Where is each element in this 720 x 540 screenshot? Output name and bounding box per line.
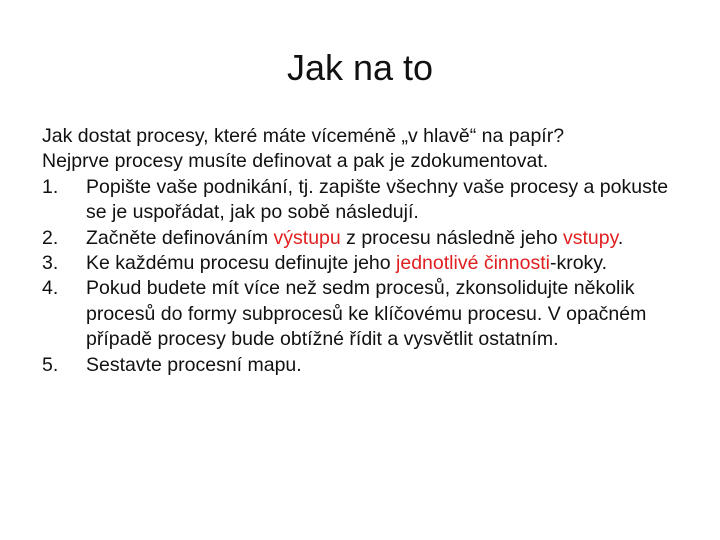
list-text — [86, 226, 682, 251]
slide-title: Jak na to — [286, 47, 434, 88]
list-text: Sestavte procesní mapu. — [86, 353, 302, 376]
highlight-inputs: vstupy — [562, 226, 618, 249]
list-text: Popište vaše podnikání, tj. zapište všechny vaše procesy a pokuste se je uspořádat, jak po sobě následují. — [86, 175, 669, 224]
list-text-part: z procesu následně jeho — [340, 226, 563, 249]
highlight-output: výstupu — [273, 226, 341, 249]
intro-line-2: Nejprve procesy musíte definovat a pak je zdokumentovat. — [42, 150, 549, 173]
list-number: 4. — [42, 277, 59, 300]
slide-body — [42, 124, 682, 378]
list-number: 3. — [42, 252, 59, 275]
list-text-part: -kroky. — [549, 252, 608, 275]
list-text — [86, 251, 682, 276]
list-text-part: . — [617, 226, 624, 249]
list-item-3 — [42, 251, 682, 276]
list-item-1 — [42, 175, 682, 226]
list-text: Pokud budete mít více než sedm procesů, zkonsolidujte několik procesů do formy subprocesů ke klíčovému procesu. V opačném případě procesy bude obtížné řídit a vysvětlit ostatním. — [86, 277, 647, 351]
highlight-activities: jednotlivé činnosti — [396, 252, 550, 275]
list-item-2 — [42, 226, 682, 251]
list-item-4 — [42, 276, 682, 352]
list-text-part: Začněte definováním — [86, 226, 274, 249]
list-number: 1. — [42, 175, 59, 198]
list-text-part: Ke každému procesu definujte jeho — [86, 252, 397, 275]
list-item-5 — [42, 353, 682, 378]
intro-line-1: Jak dostat procesy, které máte víceméně „v hlavě“ na papír? — [42, 125, 565, 147]
list-number: 5. — [42, 353, 59, 376]
list-number: 2. — [42, 226, 59, 249]
